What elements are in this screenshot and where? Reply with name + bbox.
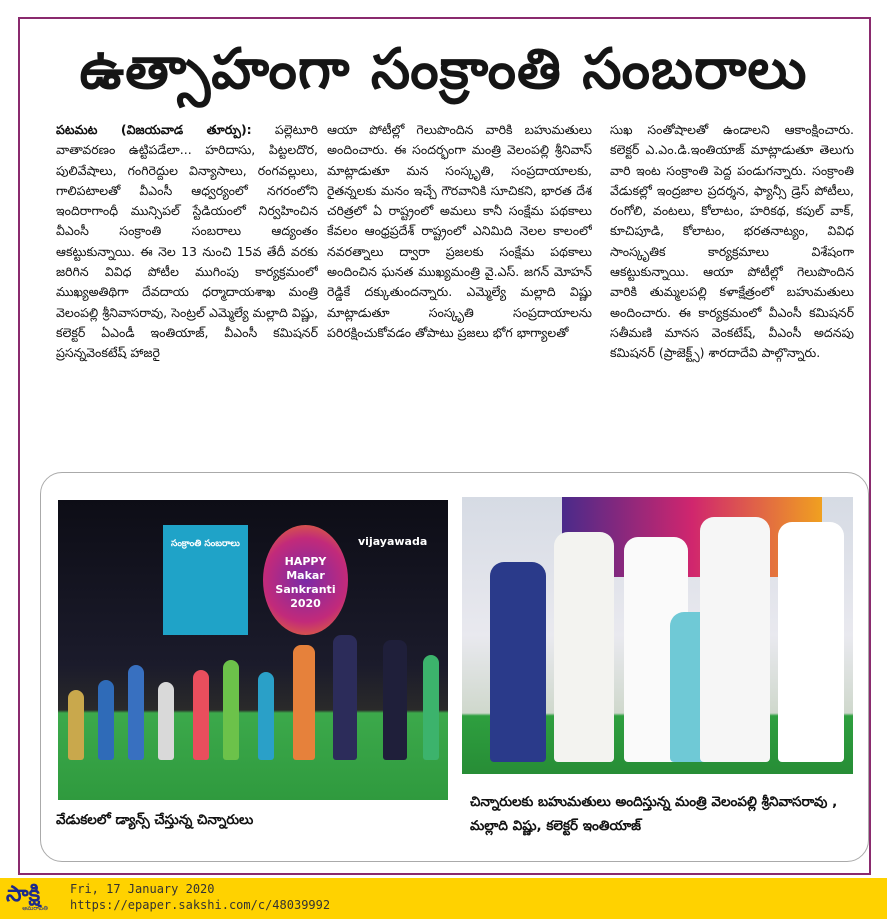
stage-banner: [163, 525, 248, 635]
child-figure: [128, 665, 144, 760]
photo-prize-distribution: [462, 497, 853, 774]
sponsor-text: vijayawada: [358, 535, 428, 548]
column-2-text: ఆయా పోటీల్లో గెలుపొందిన వారికి బహుమతులు అందించారు. ఈ సందర్భంగా మంత్రి వెలంపల్లి శ్రీనివాస్ మాట్లాడుతూ మన సంస్కృతి, సంప్రదాయాలకు, రైతన్నలకు మనం ఇచ్చే గౌరవానికి సూచికని, భారత దేశ చరిత్రలో ఏ రాష్ట్రంలో అమలు కానీ సంక్షేమ పథకాలు కేవలం ఆంధ్రప్రదేశ్ రాష్ట్రంలో ఎనిమిది నెలల కాలంలో నవరత్నాలు ద్వారా ప్రజలకు సంక్షేమ పథకాలు అందించిన ఘనత ముఖ్యమంత్రి వై.ఎస్. జగన్ మోహన్ రెడ్డికే దక్కుతుందన్నారు. ఎమ్మెల్యే మల్లాది విష్ణు మాట్లాడుతూ సంస్కృతి సంప్రదాయాలను పరిరక్షించుకోవడం తోపాటు ప్రజలు భోగ భాగ్యాలతో: [327, 122, 592, 340]
logo-subtext: అమరావతి: [22, 905, 48, 912]
person-figure: [490, 562, 546, 762]
sakshi-logo[interactable]: [6, 883, 64, 911]
photo-1-caption: వేడుకలలో డ్యాన్స్ చేస్తున్న చిన్నారులు: [56, 812, 254, 828]
person-figure: [554, 532, 614, 762]
child-figure: [158, 682, 174, 760]
person-figure: [778, 522, 844, 762]
article-column-2: [327, 120, 592, 460]
child-figure: [68, 690, 84, 760]
column-1-text: పల్లెటూరి వాతావరణం ఉట్టిపడేలా... హరిదాసు, పిట్టలదొర, పులివేషాలు, గంగిరెద్దుల విన్యాసాలు, రంగవల్లులు, గాలిపటాలతో వీఎంసీ ఆధ్వర్యంలో నగరంలోని ఇందిరాగాంధీ మున్సిపల్ స్టేడియంలో నిర్వహించిన వీఎంసీ సంక్రాంతి సంబరాలు ఆద్యంతం ఆకట్టుకున్నాయి. ఈ నెల 13 నుంచి 15వ తేదీ వరకు జరిగిన వివిధ పోటీల ముగింపు కార్యక్రమంలో ముఖ్యఅతిథిగా దేవదాయ ధర్మాదాయశాఖ మంత్రి వెలంపల్లి శ్రీనివాసరావు, సెంట్రల్ ఎమ్మెల్యే మల్లాది విష్ణు, కలెక్టర్ ఏఎండీ ఇంతియాజ్, వీఎంసీ కమిషనర్ ప్రసన్నవెంకటేష్ హాజరై: [56, 122, 318, 361]
person-figure: [700, 517, 770, 762]
headline: ఉత్సాహంగా సంక్రాంతి సంబరాలు: [79, 37, 808, 102]
photo-dancing-children: [58, 500, 448, 800]
dateline: పటమట (విజయవాడ తూర్పు):: [56, 122, 252, 137]
child-figure: [193, 670, 209, 760]
child-figure: [223, 660, 239, 760]
photo-2-caption: చిన్నారులకు బహుమతులు అందిస్తున్న మంత్రి వెలంపల్లి శ్రీనివాసరావు , మల్లాది విష్ణు, కలెక్టర్ ఇంతియాజ్: [470, 794, 838, 834]
child-figure: [258, 672, 274, 760]
child-figure: [333, 635, 357, 760]
child-figure: [98, 680, 114, 760]
logo-text: సాక్షి: [6, 882, 41, 907]
child-figure: [423, 655, 439, 760]
article-column-3: [610, 120, 854, 460]
child-figure: [383, 640, 407, 760]
child-figure: [293, 645, 315, 760]
footer-date: Fri, 17 January 2020: [70, 882, 215, 896]
article-column-1: [56, 120, 318, 460]
footer-url[interactable]: https://epaper.sakshi.com/c/48039992: [70, 898, 331, 912]
footer-info: [70, 881, 330, 913]
column-3-text: సుఖ సంతోషాలతో ఉండాలని ఆకాంక్షించారు. కలెక్టర్ ఎ.ఎం.డి.ఇంతియాజ్ మాట్లాడుతూ తెలుగు వారి ఇంట సంక్రాంతి పెద్ద పండుగన్నారు. సంక్రాంతి వేడుకల్లో ఇంద్రజాల ప్రదర్శన, ఫ్యాన్సీ డ్రెస్ పోటీలు, రంగోలి, వంటలు, కోలాటం, హరికథ, కపుల్ వాక్, కూచిపూడి, కోలాటం, భరతనాట్యం, వివిధ సాంస్కృతిక కార్యక్రమాలు విశేషంగా ఆకట్టుకున్నాయి. ఆయా పోటీల్లో గెలుపొందిన వారికి తుమ్మలపల్లి కళాక్షేత్రంలో బహుమతులు అందించారు. ఈ కార్యక్రమంలో వీఎంసీ కమిషనర్ సతీమణి మానస వెంకటేష్, వీఎంసీ అదనపు కమిషనర్ (ప్రాజెక్ట్స్) శారదాదేవి పాల్గొన్నారు.: [610, 122, 854, 361]
stage-banner-text: సంక్రాంతి సంబరాలు: [171, 539, 240, 549]
makar-sankranti-text: HAPPY Makar Sankranti 2020: [275, 555, 336, 610]
